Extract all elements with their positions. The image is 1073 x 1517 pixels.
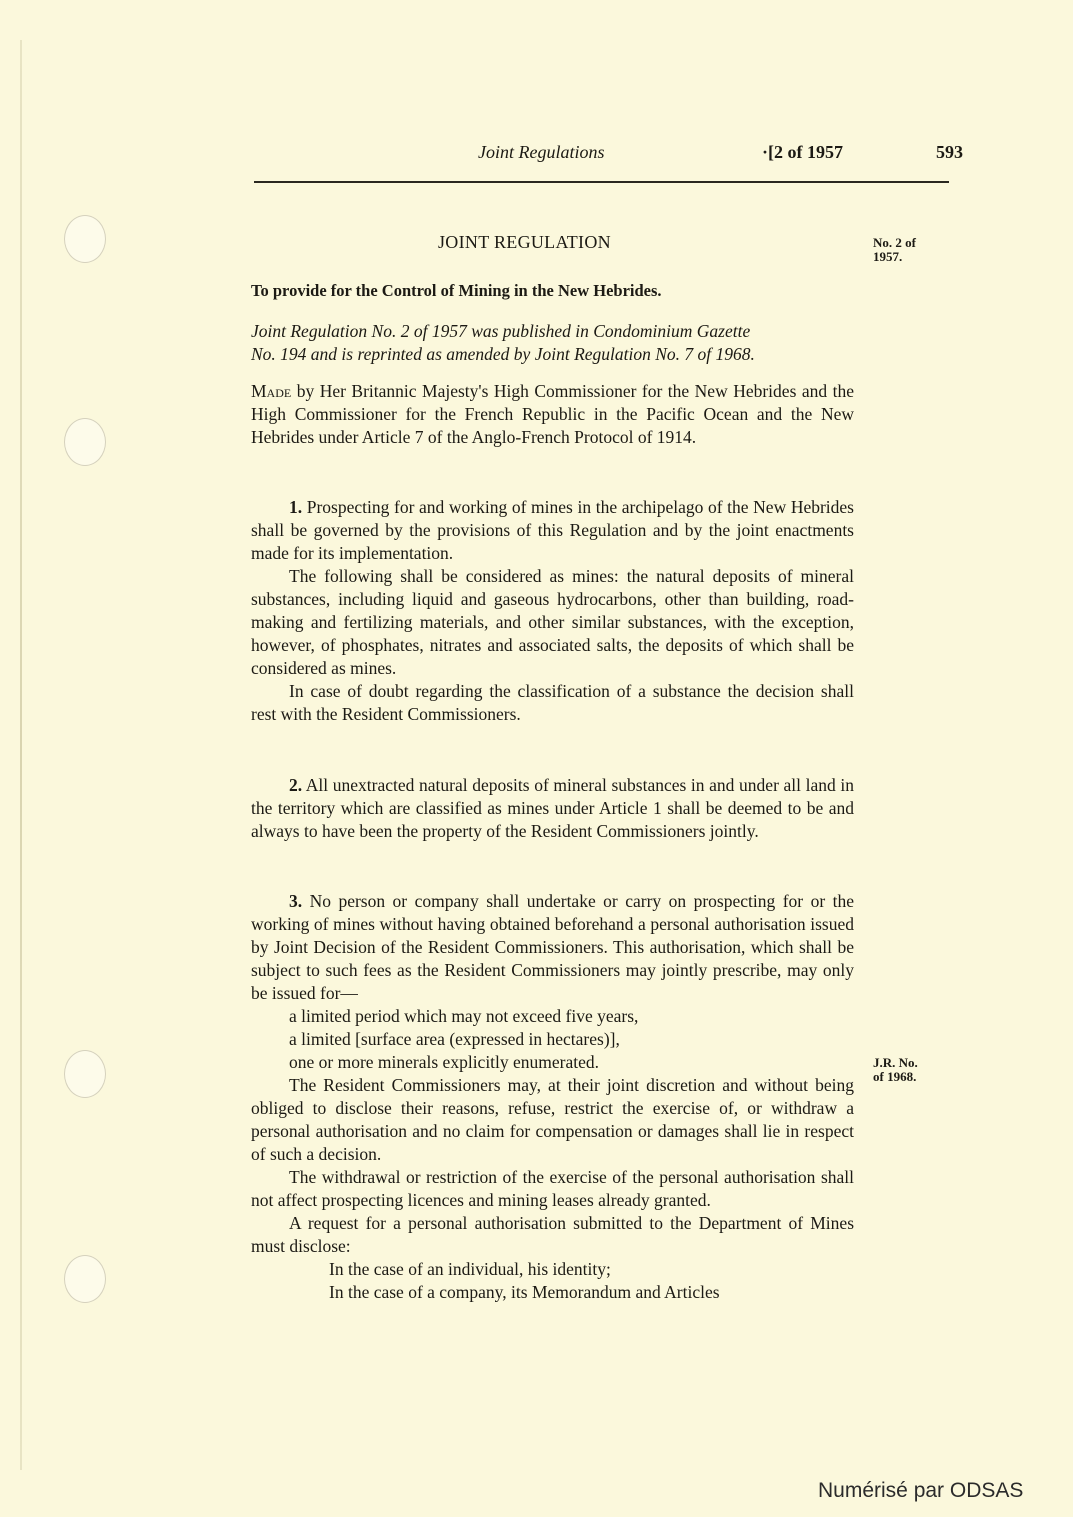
section-3: [251, 890, 854, 1304]
publication-note-line: No. 194 and is reprinted as amended by Joint Regulation No. 7 of 1968.: [251, 344, 755, 364]
digitization-watermark: Numérisé par ODSAS: [818, 1479, 1024, 1502]
running-header: [250, 142, 982, 172]
section-1: [251, 496, 854, 726]
section-number: 2.: [289, 775, 303, 795]
section-text: Prospecting for and working of mines in the archipelago of the New Hebrides shall be governed by the provisions of this Regulation and by the joint enactments made for its implementation.: [251, 497, 854, 563]
margin-note-line: of 1968.: [873, 1069, 917, 1084]
punch-hole: [64, 215, 106, 263]
list-item: one or more minerals explicitly enumerated.: [289, 1052, 600, 1072]
page-number: 593: [936, 142, 963, 162]
margin-note-line: J.R. No.: [873, 1055, 918, 1070]
margin-note-line: 1957.: [873, 249, 903, 264]
punch-hole: [64, 1050, 106, 1098]
section-2: [251, 774, 854, 843]
margin-note-regulation: [873, 236, 963, 264]
publication-note-line: Joint Regulation No. 2 of 1957 was published in Condominium Gazette: [251, 321, 751, 341]
section-2-para-1: [251, 774, 854, 843]
section-1-para-1: [251, 496, 854, 565]
header-title: Joint Regulations: [478, 142, 605, 162]
margin-note-amendment: [873, 1056, 963, 1084]
list-item: a limited period which may not exceed five years,: [289, 1006, 639, 1026]
list-item: In the case of an individual, his identity;: [329, 1259, 611, 1279]
purpose-statement: To provide for the Control of Mining in the New Hebrides.: [251, 281, 662, 300]
punch-hole: [64, 418, 106, 466]
section-1-para-3: In case of doubt regarding the classification of a substance the decision shall rest with the Resident Commissioners.: [251, 681, 854, 724]
header-reference: ·[2 of 1957: [762, 142, 843, 162]
section-3-para-2: The Resident Commissioners may, at their joint discretion and without being obliged to disclose their reasons, refuse, restrict the exercise of, or withdraw a personal authorisation and no claim for compensation or damages shall lie in respect of such a decision.: [251, 1075, 854, 1164]
list-item: In the case of a company, its Memorandum and Articles: [329, 1282, 720, 1302]
enactment-text: by Her Britannic Majesty's High Commissioner for the New Hebrides and the High Commissioner for the French Republic in the Pacific Ocean and the New Hebrides under Article 7 of the Anglo-French Protocol of 1914.: [251, 381, 854, 447]
enactment-lead: Made: [251, 381, 292, 401]
section-number: 3.: [289, 891, 303, 911]
margin-note-line: No. 2 of: [873, 235, 916, 250]
section-3-para-4: A request for a personal authorisation submitted to the Department of Mines must disclose:: [251, 1213, 854, 1256]
header-divider: [254, 181, 949, 183]
list-item: a limited [surface area (expressed in hectares)],: [289, 1029, 620, 1049]
section-number: 1.: [289, 497, 303, 517]
section-text: No person or company shall undertake or carry on prospecting for or the working of mines without having obtained beforehand a personal authorisation issued by Joint Decision of the Resident Commissioners. This authorisation, which shall be subject to such fees as the Resident Commissioners may jointly prescribe, may only be issued for—: [251, 891, 854, 1003]
section-text: All unextracted natural deposits of mineral substances in and under all land in the territory which are classified as mines under Article 1 shall be deemed to be and always to have been the property of the Resident Commissioners jointly.: [251, 775, 854, 841]
section-3-para-3: The withdrawal or restriction of the exercise of the personal authorisation shall not affect prospecting licences and mining leases already granted.: [251, 1167, 854, 1210]
section-3-para-1: [251, 890, 854, 1005]
section-1-para-2: The following shall be considered as mines: the natural deposits of mineral substances, including liquid and gaseous hydrocarbons, other than building, road-making and fertilizing materials, and other similar substances, with the exception, however, of phosphates, nitrates and associated salts, the deposits of which shall be considered as mines.: [251, 566, 854, 678]
page-edge: [20, 40, 22, 1470]
publication-note: [251, 320, 854, 366]
document-title: JOINT REGULATION: [438, 232, 611, 252]
enactment-clause: [251, 380, 854, 449]
punch-hole: [64, 1255, 106, 1303]
